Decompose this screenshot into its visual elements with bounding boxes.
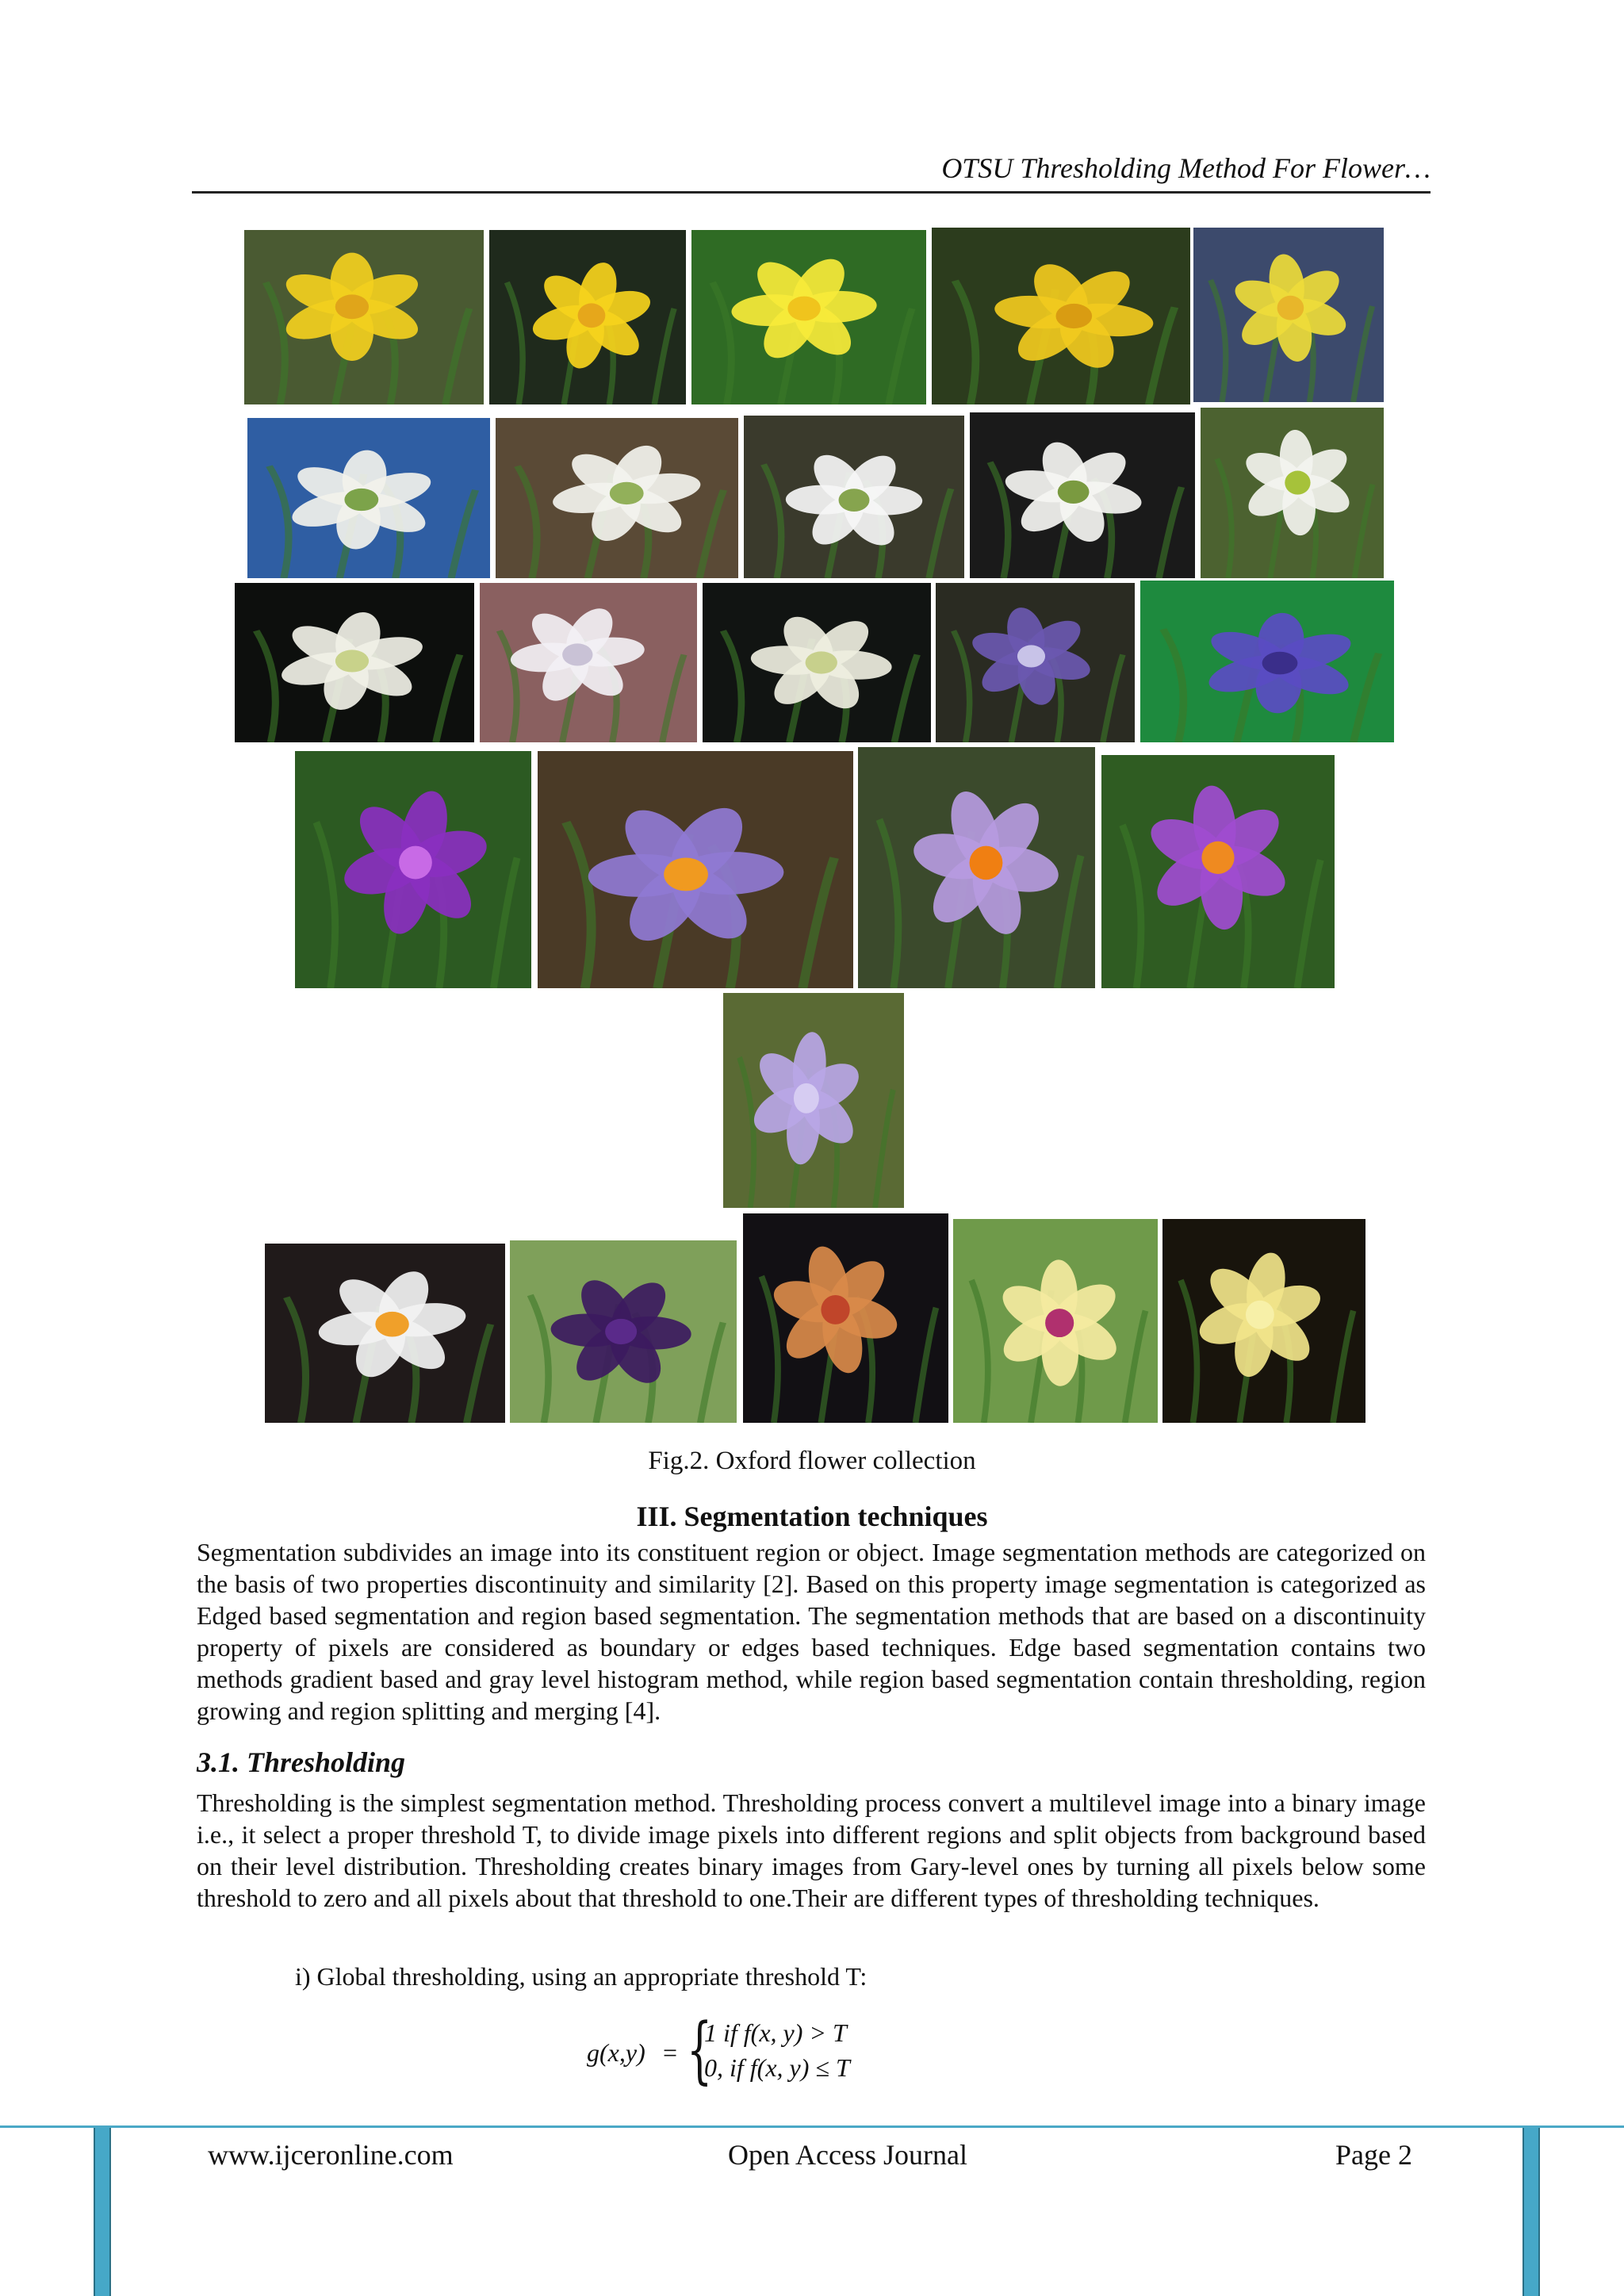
thresholding-paragraph: Thresholding is the simplest segmentation method. Thresholding process convert a multilevel image into a binary image i.e., it select a proper threshold T, to divide image pixels into different regions and split objects from background based on their level distribution. Thresholding creates binary images from Gary-level ones by turning all pixels below some threshold to zero and all pixels about that threshold to one.Their are different types of thresholding techniques.: [197, 1788, 1426, 1912]
daffodil-image-3: [690, 228, 928, 406]
bluebell-image-2: [1139, 579, 1396, 744]
lily-of-the-valley-image-1: [233, 581, 476, 744]
lily-of-the-valley-image-2: [701, 581, 933, 744]
formula-case-1: 1 if f(x, y) > T: [704, 2018, 847, 2047]
threshold-formula: [587, 2007, 1063, 2092]
footer-website: www.ijceronline.com: [208, 2139, 454, 2171]
iris-image-3: [952, 1217, 1159, 1424]
crocus-image-5: [722, 991, 906, 1209]
formula-case-2: 0, if f(x, y) ≤ T: [704, 2053, 850, 2082]
formula-brace: {: [687, 2007, 713, 2092]
formula-lhs: g(x,y): [587, 2038, 645, 2067]
segmentation-paragraph: Segmentation subdivides an image into its constituent region or object. Image segmentation methods are categorized on the basis of two properties discontinuity and similarity [2]. Based on this property image segmentation is categorized as Edged based segmentation and region based segmentation. The segmentation methods that are based on a discontinuity property of pixels are considered as boundary or edges based techniques. Edge based segmentation contains two methods gradient based and gray level histogram method, while region based segmentation contain thresholding, region growing and region splitting and merging [4].: [197, 1538, 1426, 1725]
crocus-image-3: [856, 746, 1097, 990]
iris-image-1: [508, 1239, 738, 1424]
global-thresholding-item: i) Global thresholding, using an appropriate threshold T:: [295, 1962, 868, 1991]
snowdrop-image-4: [968, 411, 1197, 580]
daffodil-image-4: [930, 226, 1192, 406]
section-heading: III. Segmentation techniques: [636, 1501, 988, 1532]
snowdrop-image-6: [478, 581, 699, 744]
running-header: OTSU Thresholding Method For Flower…: [941, 152, 1431, 184]
iris-image-2: [741, 1212, 950, 1424]
crocus-image-4: [1100, 753, 1336, 990]
crocus-image-1: [293, 749, 533, 990]
snowdrop-image-3: [742, 414, 966, 580]
footer-journal: Open Access Journal: [728, 2139, 967, 2171]
footer-page-number: Page 2: [1335, 2139, 1412, 2171]
figure-caption: Fig.2. Oxford flower collection: [648, 1447, 976, 1475]
snowdrop-image-5: [1199, 406, 1385, 580]
snowdrop-image-2: [494, 416, 740, 580]
subsection-heading: 3.1. Thresholding: [197, 1746, 406, 1778]
daffodil-image-2: [488, 228, 688, 406]
daffodil-image-1: [243, 228, 485, 406]
crocus-image-2: [536, 749, 855, 990]
daffodil-image-5: [1192, 226, 1385, 404]
crocus-image-6: [263, 1242, 507, 1424]
footer-rule: [0, 2125, 1624, 2128]
iris-image-4: [1161, 1217, 1367, 1424]
bluebell-image-1: [934, 581, 1136, 744]
formula-equals: =: [663, 2038, 678, 2067]
snowdrop-image-1: [246, 416, 492, 580]
